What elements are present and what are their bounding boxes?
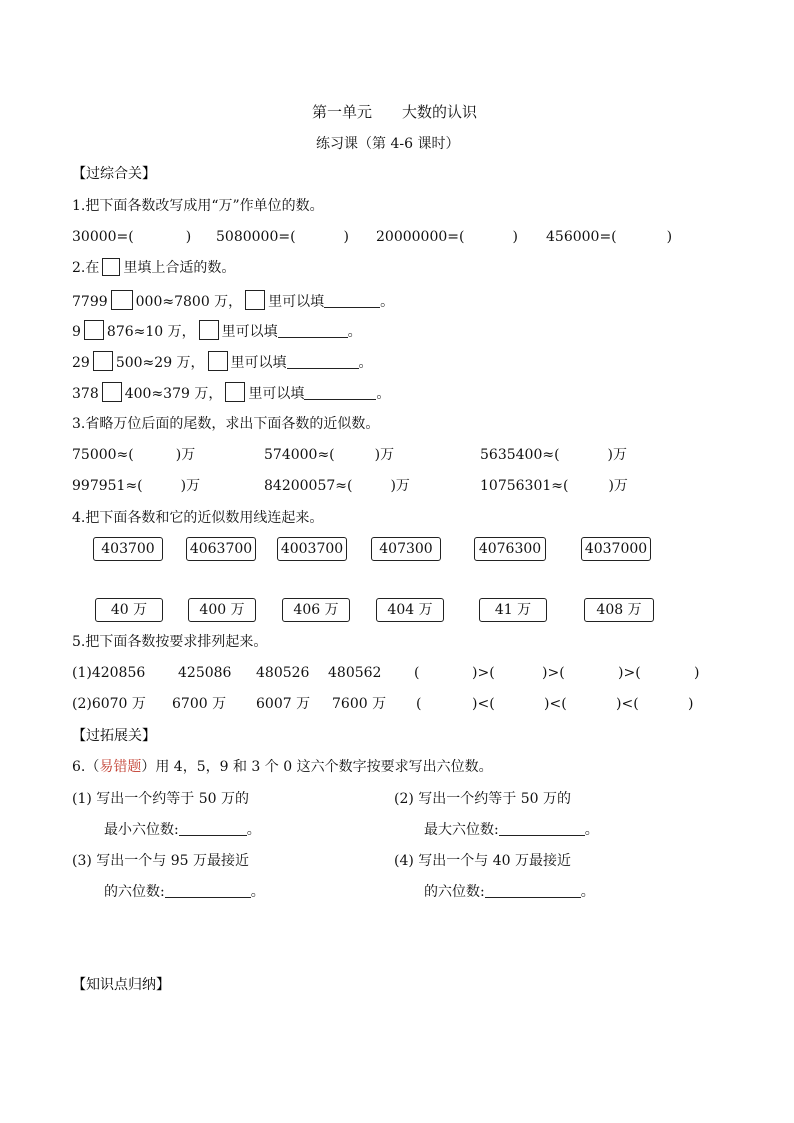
number-box[interactable]: 4063700	[186, 537, 256, 561]
question-1-prompt: 1.把下面各数改写成用“万”作单位的数。	[72, 198, 324, 214]
answer-blank[interactable]	[485, 883, 581, 898]
approx-box[interactable]: 404 万	[376, 598, 444, 622]
q6-part-3-answer: 的六位数: 。	[104, 884, 265, 900]
q2-row: 7799 000≈7800 万， 里可以填 。	[72, 290, 394, 312]
number-box[interactable]: 4003700	[277, 537, 347, 561]
section-label-comprehensive: 【过综合关】	[72, 166, 156, 182]
number-box[interactable]: 407300	[371, 537, 441, 561]
subtitle: 练习课（第 4-6 课时）	[316, 136, 460, 152]
q6-part-3: (3) 写出一个与 95 万最接近	[72, 853, 249, 869]
answer-box[interactable]	[199, 320, 219, 340]
number-box[interactable]: 4076300	[474, 537, 546, 561]
q6-part-4-answer: 的六位数: 。	[424, 884, 595, 900]
topic-title: 大数的认识	[402, 103, 478, 121]
unit-title: 第一单元	[312, 103, 373, 121]
q5-row1-num: 425086	[178, 665, 232, 681]
q5-row1-slot: )>(	[472, 665, 495, 681]
q6-part-2-answer: 最大六位数: 。	[424, 822, 599, 838]
q2-row: 9 876≈10 万， 里可以填 。	[72, 320, 362, 342]
answer-blank[interactable]	[499, 821, 585, 836]
approx-box[interactable]: 40 万	[95, 598, 163, 622]
q6-part-1: (1) 写出一个约等于 50 万的	[72, 791, 249, 807]
q5-row1-slot: )>(	[542, 665, 565, 681]
q3-item: 997951≈( )万	[72, 478, 201, 494]
answer-blank[interactable]	[165, 883, 251, 898]
q1-item: 5080000=( )	[216, 229, 350, 245]
section-label-summary: 【知识点归纳】	[72, 977, 170, 993]
answer-box[interactable]	[225, 382, 245, 402]
approx-box[interactable]: 400 万	[188, 598, 256, 622]
question-3-prompt: 3.省略万位后面的尾数，求出下面各数的近似数。	[72, 416, 380, 432]
q6-part-2: (2) 写出一个约等于 50 万的	[394, 791, 571, 807]
question-4-prompt: 4.把下面各数和它的近似数用线连起来。	[72, 510, 324, 526]
q5-row2-num: 7600 万	[332, 696, 387, 712]
answer-box[interactable]	[102, 382, 122, 402]
approx-box[interactable]: 406 万	[282, 598, 350, 622]
q5-row1-label: (1)420856	[72, 665, 146, 681]
answer-blank[interactable]	[278, 323, 348, 338]
q5-row1-num: 480562	[328, 665, 382, 681]
q5-row2-slot: (	[416, 696, 422, 712]
question-6-prompt: 6.（易错题）用 4，5，9 和 3 个 0 这六个数字按要求写出六位数。	[72, 759, 493, 775]
q3-item: 10756301≈( )万	[480, 478, 628, 494]
question-5-prompt: 5.把下面各数按要求排列起来。	[72, 634, 268, 650]
q5-row1-slot: )>(	[618, 665, 641, 681]
error-prone-tag: 易错题	[99, 759, 142, 775]
number-box[interactable]: 4037000	[581, 537, 651, 561]
answer-box[interactable]	[93, 351, 113, 371]
answer-box[interactable]	[208, 351, 228, 371]
answer-box[interactable]	[111, 290, 133, 310]
answer-blank[interactable]	[304, 385, 376, 400]
q1-item: 30000=( )	[72, 229, 192, 245]
q5-row2-slot: )<(	[544, 696, 567, 712]
q5-row2-slot: )<(	[616, 696, 639, 712]
q5-row2-num: 6700 万	[172, 696, 227, 712]
section-label-extension: 【过拓展关】	[72, 728, 156, 744]
q1-item: 456000=( )	[546, 229, 673, 245]
answer-blank[interactable]	[324, 293, 380, 308]
q5-row1-slot: (	[414, 665, 420, 681]
q5-row2-label: (2)6070 万	[72, 696, 146, 712]
q3-item: 5635400≈( )万	[480, 447, 628, 463]
answer-blank[interactable]	[179, 821, 247, 836]
q5-row1-num: 480526	[256, 665, 310, 681]
q2-row: 378 400≈379 万， 里可以填 。	[72, 382, 390, 404]
q3-item: 84200057≈( )万	[264, 478, 410, 494]
q5-row2-slot: )<(	[472, 696, 495, 712]
q2-row: 29 500≈29 万， 里可以填 。	[72, 351, 373, 373]
question-2-prompt: 2.在 里填上合适的数。	[72, 260, 236, 276]
q5-row1-slot: )	[694, 665, 700, 681]
answer-box[interactable]	[102, 258, 120, 276]
answer-box[interactable]	[84, 320, 104, 340]
approx-box[interactable]: 408 万	[584, 598, 654, 622]
number-box[interactable]: 403700	[93, 537, 163, 561]
q3-item: 574000≈( )万	[264, 447, 395, 463]
approx-box[interactable]: 41 万	[479, 598, 547, 622]
q5-row2-num: 6007 万	[256, 696, 311, 712]
q6-part-4: (4) 写出一个与 40 万最接近	[394, 853, 571, 869]
answer-box[interactable]	[245, 290, 265, 310]
q3-item: 75000≈( )万	[72, 447, 196, 463]
answer-blank[interactable]	[287, 354, 359, 369]
q6-part-1-answer: 最小六位数: 。	[104, 822, 261, 838]
q5-row2-slot: )	[688, 696, 694, 712]
q1-item: 20000000=( )	[376, 229, 518, 245]
